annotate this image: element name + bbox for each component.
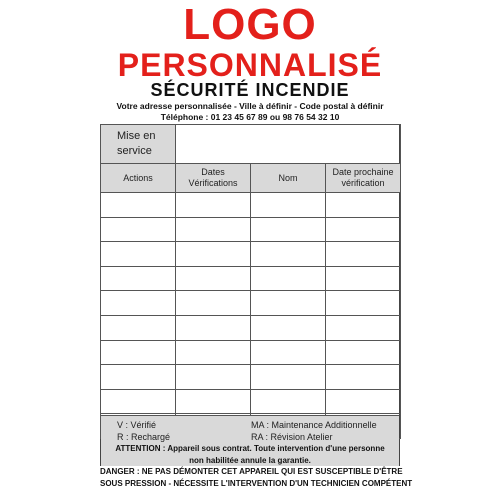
table-cell[interactable]: [326, 315, 401, 340]
table-cell[interactable]: [101, 315, 176, 340]
legend-maintenance: MA : Maintenance Additionnelle: [251, 420, 377, 430]
table-cell[interactable]: [251, 193, 326, 218]
table-header-row: [101, 164, 401, 193]
inspection-card: [100, 124, 400, 466]
table-cell[interactable]: [176, 340, 251, 365]
table-cell[interactable]: [176, 291, 251, 316]
table-cell[interactable]: [101, 193, 176, 218]
table-row: [101, 291, 401, 316]
table-cell[interactable]: [326, 242, 401, 267]
mise-en-service-value[interactable]: [176, 125, 401, 164]
address-line: Votre adresse personnalisée - Ville à définir - Code postal à définir: [116, 101, 384, 111]
logo-title: LOGO: [183, 0, 317, 49]
label-subtitle: SÉCURITÉ INCENDIE: [150, 80, 350, 100]
table-cell[interactable]: [251, 242, 326, 267]
col-header-dates: Dates Vérifications: [176, 164, 251, 193]
table-cell[interactable]: [326, 266, 401, 291]
table-cell[interactable]: [176, 242, 251, 267]
table-cell[interactable]: [251, 217, 326, 242]
table-cell[interactable]: [251, 389, 326, 414]
table-cell[interactable]: [326, 193, 401, 218]
table-row: [101, 266, 401, 291]
table-cell[interactable]: [101, 291, 176, 316]
table-row: [101, 217, 401, 242]
table-row: [101, 389, 401, 414]
table-cell[interactable]: [176, 315, 251, 340]
warning-block: [100, 443, 413, 489]
inspection-table: [100, 124, 401, 439]
table-cell[interactable]: [251, 266, 326, 291]
table-cell[interactable]: [326, 291, 401, 316]
table-row: [101, 315, 401, 340]
table-cell[interactable]: [101, 365, 176, 390]
legend-revision: RA : Révision Atelier: [251, 432, 333, 442]
logo-subtitle: PERSONNALISÉ: [117, 47, 383, 83]
table-row: [101, 365, 401, 390]
table-cell[interactable]: [251, 315, 326, 340]
danger-line: DANGER : NE PAS DÉMONTER CET APPAREIL QUI EST SUSCEPTIBLE D'ÊTRE: [100, 467, 403, 476]
table-cell[interactable]: [176, 217, 251, 242]
table-cell[interactable]: [101, 266, 176, 291]
table-cell[interactable]: [251, 291, 326, 316]
table-cell[interactable]: [101, 389, 176, 414]
warning-line: non habilitée annule la garantie.: [189, 455, 311, 465]
table-cell[interactable]: [176, 365, 251, 390]
table-row: [101, 193, 401, 218]
table-cell[interactable]: [176, 266, 251, 291]
table-row: [101, 340, 401, 365]
table-cell[interactable]: [101, 242, 176, 267]
table-cell[interactable]: [101, 340, 176, 365]
table-row: [101, 242, 401, 267]
legend-recharge: R : Rechargé: [117, 432, 171, 442]
col-header-date-prochaine: Date prochaine vérification: [326, 164, 401, 193]
col-header-actions: Actions: [101, 164, 176, 193]
table-cell[interactable]: [326, 340, 401, 365]
mise-en-service-label: Mise en service: [101, 125, 176, 164]
table-cell[interactable]: [326, 365, 401, 390]
table-cell[interactable]: [101, 217, 176, 242]
col-header-nom: Nom: [251, 164, 326, 193]
warning-line: ATTENTION : Appareil sous contrat. Toute intervention d'une personne: [115, 444, 385, 453]
table-cell[interactable]: [251, 340, 326, 365]
phone-line: Téléphone : 01 23 45 67 89 ou 98 76 54 32 10: [160, 112, 340, 122]
table-cell[interactable]: [326, 389, 401, 414]
table-cell[interactable]: [176, 389, 251, 414]
legend-verifie: V : Vérifié: [117, 420, 157, 430]
table-cell[interactable]: [251, 365, 326, 390]
table-cell[interactable]: [326, 217, 401, 242]
danger-line: SOUS PRESSION - NÉCESSITE L'INTERVENTION D'UN TECHNICIEN COMPÉTENT: [100, 478, 413, 488]
table-cell[interactable]: [176, 193, 251, 218]
